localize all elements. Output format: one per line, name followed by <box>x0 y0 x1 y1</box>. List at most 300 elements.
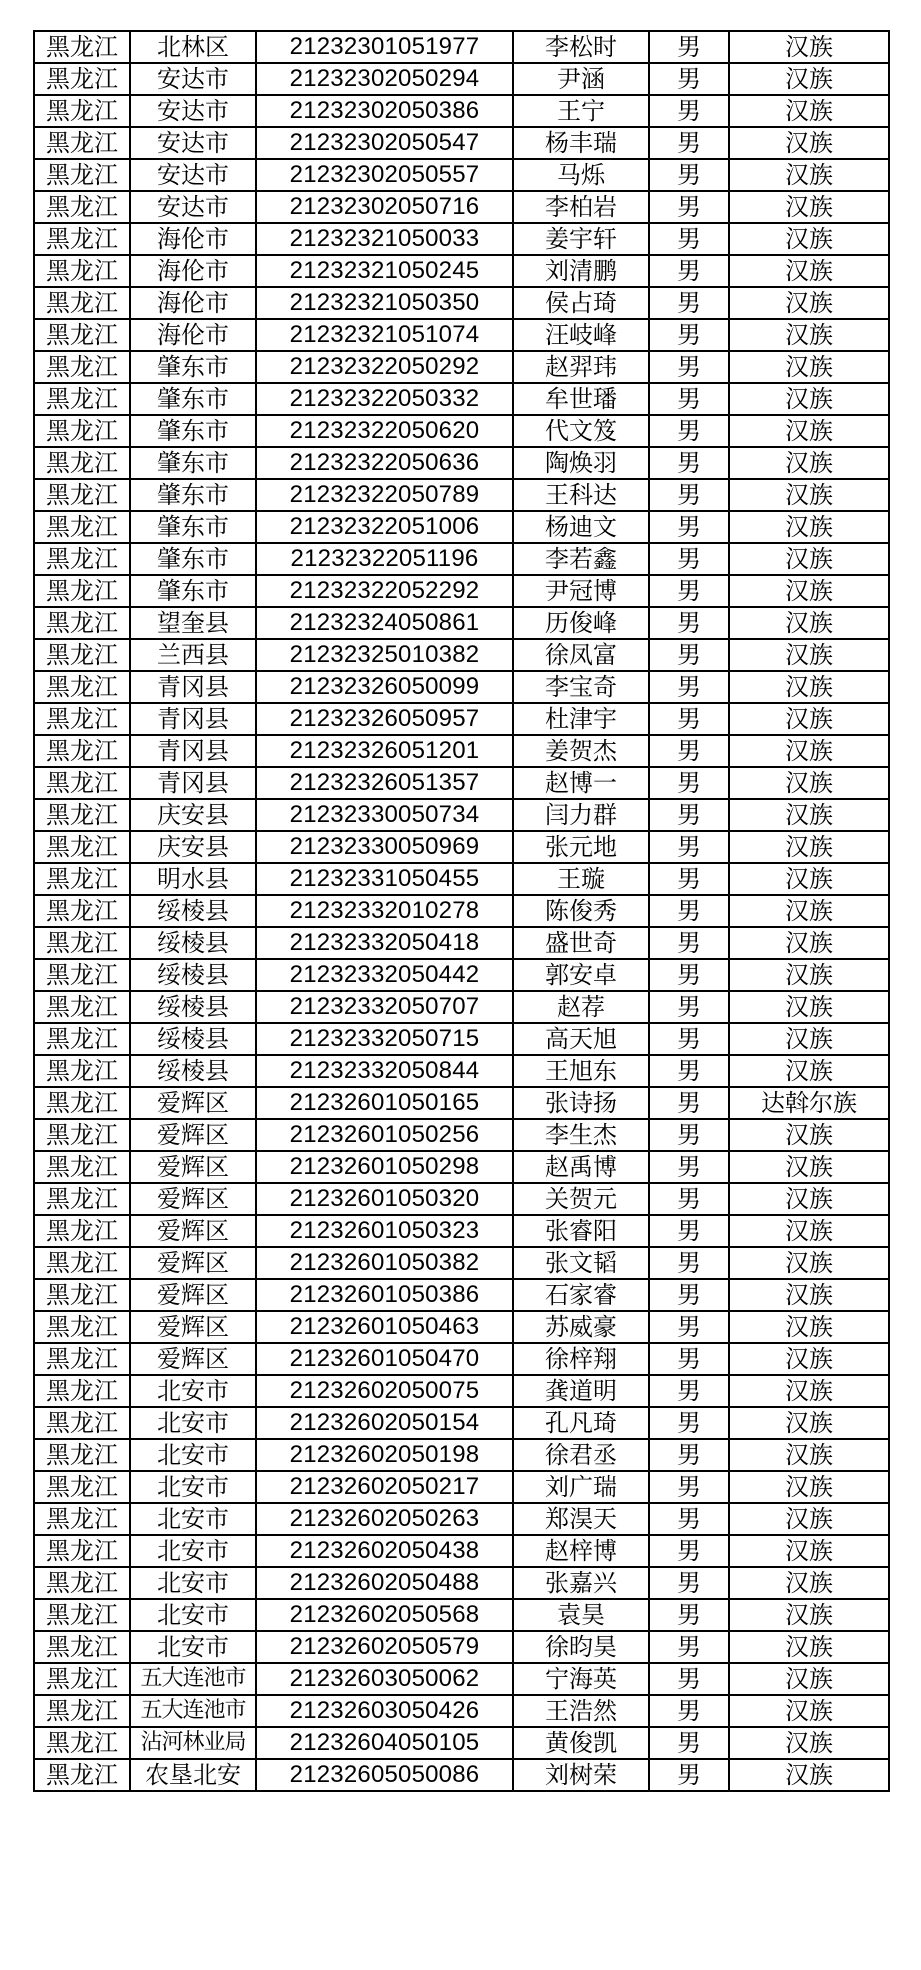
student-name-cell: 刘树荣 <box>513 1759 649 1791</box>
district-cell: 海伦市 <box>130 287 256 319</box>
student-name-cell: 高天旭 <box>513 1023 649 1055</box>
student-name-cell: 袁昊 <box>513 1599 649 1631</box>
student-name-cell: 张文韬 <box>513 1247 649 1279</box>
district-cell: 望奎县 <box>130 607 256 639</box>
ethnicity-cell: 汉族 <box>729 1439 889 1471</box>
table-row <box>34 1247 889 1279</box>
ethnicity-cell: 汉族 <box>729 1183 889 1215</box>
province-cell: 黑龙江 <box>34 927 130 959</box>
gender-cell: 男 <box>649 255 729 287</box>
table-row <box>34 127 889 159</box>
gender-cell: 男 <box>649 1279 729 1311</box>
ethnicity-cell: 汉族 <box>729 927 889 959</box>
district-cell: 海伦市 <box>130 319 256 351</box>
table-row <box>34 1535 889 1567</box>
student-name-cell: 宁海英 <box>513 1663 649 1695</box>
table-row <box>34 447 889 479</box>
province-cell: 黑龙江 <box>34 799 130 831</box>
table-row <box>34 351 889 383</box>
gender-cell: 男 <box>649 799 729 831</box>
province-cell: 黑龙江 <box>34 63 130 95</box>
table-row <box>34 31 889 63</box>
exam-id-cell: 21232322052292 <box>256 575 513 607</box>
province-cell: 黑龙江 <box>34 1503 130 1535</box>
table-row <box>34 159 889 191</box>
exam-id-cell: 21232601050320 <box>256 1183 513 1215</box>
student-name-cell: 赵禹博 <box>513 1151 649 1183</box>
province-cell: 黑龙江 <box>34 447 130 479</box>
student-name-cell: 侯占琦 <box>513 287 649 319</box>
gender-cell: 男 <box>649 63 729 95</box>
gender-cell: 男 <box>649 543 729 575</box>
table-row <box>34 1567 889 1599</box>
ethnicity-cell: 汉族 <box>729 383 889 415</box>
province-cell: 黑龙江 <box>34 1343 130 1375</box>
province-cell: 黑龙江 <box>34 767 130 799</box>
student-name-cell: 赵荐 <box>513 991 649 1023</box>
student-name-cell: 石家睿 <box>513 1279 649 1311</box>
gender-cell: 男 <box>649 95 729 127</box>
district-cell: 绥棱县 <box>130 927 256 959</box>
district-cell: 爱辉区 <box>130 1151 256 1183</box>
student-name-cell: 杨丰瑞 <box>513 127 649 159</box>
table-row <box>34 63 889 95</box>
ethnicity-cell: 汉族 <box>729 767 889 799</box>
district-cell: 爱辉区 <box>130 1183 256 1215</box>
gender-cell: 男 <box>649 159 729 191</box>
district-cell: 海伦市 <box>130 255 256 287</box>
district-cell: 青冈县 <box>130 735 256 767</box>
table-row <box>34 1055 889 1087</box>
province-cell: 黑龙江 <box>34 831 130 863</box>
gender-cell: 男 <box>649 415 729 447</box>
table-row <box>34 991 889 1023</box>
district-cell: 五大连池市 <box>130 1695 256 1727</box>
table-row <box>34 1087 889 1119</box>
exam-id-cell: 21232601050386 <box>256 1279 513 1311</box>
gender-cell: 男 <box>649 1247 729 1279</box>
student-name-cell: 李宝奇 <box>513 671 649 703</box>
exam-id-cell: 21232322050292 <box>256 351 513 383</box>
ethnicity-cell: 汉族 <box>729 1599 889 1631</box>
province-cell: 黑龙江 <box>34 191 130 223</box>
exam-id-cell: 21232324050861 <box>256 607 513 639</box>
table-row <box>34 799 889 831</box>
district-cell: 北安市 <box>130 1599 256 1631</box>
ethnicity-cell: 汉族 <box>729 575 889 607</box>
table-row <box>34 863 889 895</box>
province-cell: 黑龙江 <box>34 959 130 991</box>
ethnicity-cell: 汉族 <box>729 1279 889 1311</box>
gender-cell: 男 <box>649 447 729 479</box>
district-cell: 北安市 <box>130 1503 256 1535</box>
student-name-cell: 郭安卓 <box>513 959 649 991</box>
ethnicity-cell: 汉族 <box>729 31 889 63</box>
district-cell: 肇东市 <box>130 351 256 383</box>
ethnicity-cell: 汉族 <box>729 895 889 927</box>
exam-id-cell: 21232330050969 <box>256 831 513 863</box>
exam-id-cell: 21232330050734 <box>256 799 513 831</box>
ethnicity-cell: 汉族 <box>729 255 889 287</box>
exam-id-cell: 21232321051074 <box>256 319 513 351</box>
province-cell: 黑龙江 <box>34 1535 130 1567</box>
ethnicity-cell: 汉族 <box>729 1247 889 1279</box>
table-row <box>34 1375 889 1407</box>
district-cell: 庆安县 <box>130 831 256 863</box>
student-name-cell: 关贺元 <box>513 1183 649 1215</box>
ethnicity-cell: 汉族 <box>729 159 889 191</box>
province-cell: 黑龙江 <box>34 543 130 575</box>
ethnicity-cell: 汉族 <box>729 1471 889 1503</box>
table-row <box>34 287 889 319</box>
exam-id-cell: 21232602050075 <box>256 1375 513 1407</box>
student-name-cell: 牟世璠 <box>513 383 649 415</box>
ethnicity-cell: 汉族 <box>729 127 889 159</box>
student-name-cell: 徐昀昊 <box>513 1631 649 1663</box>
table-row <box>34 895 889 927</box>
student-name-cell: 龚道明 <box>513 1375 649 1407</box>
province-cell: 黑龙江 <box>34 1247 130 1279</box>
gender-cell: 男 <box>649 1119 729 1151</box>
province-cell: 黑龙江 <box>34 1279 130 1311</box>
student-name-cell: 徐凤富 <box>513 639 649 671</box>
ethnicity-cell: 汉族 <box>729 223 889 255</box>
district-cell: 绥棱县 <box>130 895 256 927</box>
ethnicity-cell: 汉族 <box>729 1631 889 1663</box>
district-cell: 北安市 <box>130 1439 256 1471</box>
gender-cell: 男 <box>649 1023 729 1055</box>
student-name-cell: 张元地 <box>513 831 649 863</box>
ethnicity-cell: 汉族 <box>729 639 889 671</box>
district-cell: 肇东市 <box>130 479 256 511</box>
gender-cell: 男 <box>649 1599 729 1631</box>
exam-id-cell: 21232332050844 <box>256 1055 513 1087</box>
district-cell: 安达市 <box>130 159 256 191</box>
student-name-cell: 姜贺杰 <box>513 735 649 767</box>
exam-id-cell: 21232331050455 <box>256 863 513 895</box>
table-row <box>34 1215 889 1247</box>
province-cell: 黑龙江 <box>34 255 130 287</box>
province-cell: 黑龙江 <box>34 1695 130 1727</box>
table-row <box>34 1503 889 1535</box>
gender-cell: 男 <box>649 895 729 927</box>
ethnicity-cell: 汉族 <box>729 1311 889 1343</box>
gender-cell: 男 <box>649 991 729 1023</box>
table-row <box>34 671 889 703</box>
district-cell: 沾河林业局 <box>130 1727 256 1759</box>
gender-cell: 男 <box>649 1727 729 1759</box>
province-cell: 黑龙江 <box>34 1471 130 1503</box>
gender-cell: 男 <box>649 575 729 607</box>
exam-id-cell: 21232603050062 <box>256 1663 513 1695</box>
province-cell: 黑龙江 <box>34 1375 130 1407</box>
province-cell: 黑龙江 <box>34 1055 130 1087</box>
exam-id-cell: 21232326051357 <box>256 767 513 799</box>
table-row <box>34 1407 889 1439</box>
province-cell: 黑龙江 <box>34 1215 130 1247</box>
student-name-cell: 苏威豪 <box>513 1311 649 1343</box>
district-cell: 海伦市 <box>130 223 256 255</box>
gender-cell: 男 <box>649 1183 729 1215</box>
district-cell: 绥棱县 <box>130 1055 256 1087</box>
province-cell: 黑龙江 <box>34 671 130 703</box>
district-cell: 北林区 <box>130 31 256 63</box>
table-row <box>34 319 889 351</box>
province-cell: 黑龙江 <box>34 511 130 543</box>
district-cell: 绥棱县 <box>130 1023 256 1055</box>
gender-cell: 男 <box>649 1215 729 1247</box>
district-cell: 北安市 <box>130 1567 256 1599</box>
table-row <box>34 415 889 447</box>
student-name-cell: 刘清鹏 <box>513 255 649 287</box>
ethnicity-cell: 汉族 <box>729 671 889 703</box>
student-name-cell: 汪岐峰 <box>513 319 649 351</box>
ethnicity-cell: 汉族 <box>729 1375 889 1407</box>
district-cell: 北安市 <box>130 1471 256 1503</box>
exam-id-cell: 21232322051196 <box>256 543 513 575</box>
gender-cell: 男 <box>649 351 729 383</box>
province-cell: 黑龙江 <box>34 351 130 383</box>
student-name-cell: 李柏岩 <box>513 191 649 223</box>
district-cell: 肇东市 <box>130 543 256 575</box>
table-row <box>34 1439 889 1471</box>
province-cell: 黑龙江 <box>34 1151 130 1183</box>
exam-id-cell: 21232601050256 <box>256 1119 513 1151</box>
table-row <box>34 575 889 607</box>
gender-cell: 男 <box>649 1343 729 1375</box>
district-cell: 明水县 <box>130 863 256 895</box>
district-cell: 绥棱县 <box>130 991 256 1023</box>
table-row <box>34 639 889 671</box>
district-cell: 青冈县 <box>130 703 256 735</box>
ethnicity-cell: 汉族 <box>729 479 889 511</box>
gender-cell: 男 <box>649 1407 729 1439</box>
table-row <box>34 607 889 639</box>
table-row <box>34 1183 889 1215</box>
district-cell: 安达市 <box>130 95 256 127</box>
table-row <box>34 1695 889 1727</box>
gender-cell: 男 <box>649 1663 729 1695</box>
district-cell: 庆安县 <box>130 799 256 831</box>
exam-id-cell: 21232604050105 <box>256 1727 513 1759</box>
ethnicity-cell: 汉族 <box>729 1759 889 1791</box>
gender-cell: 男 <box>649 927 729 959</box>
district-cell: 农垦北安 <box>130 1759 256 1791</box>
student-name-cell: 马烁 <box>513 159 649 191</box>
exam-id-cell: 21232321050033 <box>256 223 513 255</box>
ethnicity-cell: 汉族 <box>729 1503 889 1535</box>
exam-id-cell: 21232302050716 <box>256 191 513 223</box>
exam-id-cell: 21232602050579 <box>256 1631 513 1663</box>
gender-cell: 男 <box>649 511 729 543</box>
ethnicity-cell: 汉族 <box>729 607 889 639</box>
gender-cell: 男 <box>649 1439 729 1471</box>
student-name-cell: 王浩然 <box>513 1695 649 1727</box>
exam-id-cell: 21232302050386 <box>256 95 513 127</box>
province-cell: 黑龙江 <box>34 1727 130 1759</box>
district-cell: 北安市 <box>130 1631 256 1663</box>
exam-id-cell: 21232322050332 <box>256 383 513 415</box>
student-name-cell: 徐君丞 <box>513 1439 649 1471</box>
exam-id-cell: 21232326051201 <box>256 735 513 767</box>
exam-id-cell: 21232332050707 <box>256 991 513 1023</box>
province-cell: 黑龙江 <box>34 1599 130 1631</box>
province-cell: 黑龙江 <box>34 703 130 735</box>
ethnicity-cell: 汉族 <box>729 415 889 447</box>
gender-cell: 男 <box>649 1151 729 1183</box>
ethnicity-cell: 汉族 <box>729 543 889 575</box>
province-cell: 黑龙江 <box>34 1631 130 1663</box>
ethnicity-cell: 汉族 <box>729 511 889 543</box>
gender-cell: 男 <box>649 671 729 703</box>
ethnicity-cell: 汉族 <box>729 63 889 95</box>
province-cell: 黑龙江 <box>34 223 130 255</box>
ethnicity-cell: 汉族 <box>729 95 889 127</box>
table-row <box>34 1343 889 1375</box>
gender-cell: 男 <box>649 1087 729 1119</box>
table-row <box>34 383 889 415</box>
ethnicity-cell: 汉族 <box>729 1215 889 1247</box>
student-name-cell: 张嘉兴 <box>513 1567 649 1599</box>
district-cell: 北安市 <box>130 1535 256 1567</box>
table-row <box>34 1599 889 1631</box>
gender-cell: 男 <box>649 607 729 639</box>
province-cell: 黑龙江 <box>34 1023 130 1055</box>
ethnicity-cell: 汉族 <box>729 1343 889 1375</box>
gender-cell: 男 <box>649 863 729 895</box>
exam-id-cell: 21232602050154 <box>256 1407 513 1439</box>
exam-id-cell: 21232332050715 <box>256 1023 513 1055</box>
exam-id-cell: 21232603050426 <box>256 1695 513 1727</box>
table-row <box>34 831 889 863</box>
ethnicity-cell: 汉族 <box>729 991 889 1023</box>
student-name-cell: 王璇 <box>513 863 649 895</box>
ethnicity-cell: 汉族 <box>729 287 889 319</box>
province-cell: 黑龙江 <box>34 479 130 511</box>
exam-id-cell: 21232332050442 <box>256 959 513 991</box>
table-row <box>34 479 889 511</box>
province-cell: 黑龙江 <box>34 319 130 351</box>
district-cell: 青冈县 <box>130 671 256 703</box>
district-cell: 肇东市 <box>130 415 256 447</box>
gender-cell: 男 <box>649 1375 729 1407</box>
exam-id-cell: 21232322051006 <box>256 511 513 543</box>
district-cell: 兰西县 <box>130 639 256 671</box>
student-name-cell: 孔凡琦 <box>513 1407 649 1439</box>
exam-id-cell: 21232601050470 <box>256 1343 513 1375</box>
district-cell: 爱辉区 <box>130 1311 256 1343</box>
province-cell: 黑龙江 <box>34 31 130 63</box>
ethnicity-cell: 汉族 <box>729 831 889 863</box>
district-cell: 北安市 <box>130 1375 256 1407</box>
province-cell: 黑龙江 <box>34 383 130 415</box>
table-row <box>34 95 889 127</box>
exam-id-cell: 21232321050350 <box>256 287 513 319</box>
exam-id-cell: 21232602050568 <box>256 1599 513 1631</box>
student-name-cell: 代文笈 <box>513 415 649 447</box>
ethnicity-cell: 汉族 <box>729 1151 889 1183</box>
ethnicity-cell: 汉族 <box>729 735 889 767</box>
table-row <box>34 1311 889 1343</box>
table-row <box>34 1759 889 1791</box>
gender-cell: 男 <box>649 1535 729 1567</box>
province-cell: 黑龙江 <box>34 1087 130 1119</box>
gender-cell: 男 <box>649 479 729 511</box>
district-cell: 爱辉区 <box>130 1087 256 1119</box>
table-row <box>34 191 889 223</box>
province-cell: 黑龙江 <box>34 1663 130 1695</box>
exam-id-cell: 21232321050245 <box>256 255 513 287</box>
student-name-cell: 赵梓博 <box>513 1535 649 1567</box>
ethnicity-cell: 汉族 <box>729 959 889 991</box>
gender-cell: 男 <box>649 287 729 319</box>
gender-cell: 男 <box>649 31 729 63</box>
district-cell: 肇东市 <box>130 511 256 543</box>
ethnicity-cell: 汉族 <box>729 1727 889 1759</box>
student-name-cell: 陈俊秀 <box>513 895 649 927</box>
district-cell: 肇东市 <box>130 447 256 479</box>
province-cell: 黑龙江 <box>34 735 130 767</box>
table-row <box>34 511 889 543</box>
gender-cell: 男 <box>649 319 729 351</box>
student-name-cell: 尹涵 <box>513 63 649 95</box>
gender-cell: 男 <box>649 703 729 735</box>
gender-cell: 男 <box>649 1695 729 1727</box>
student-name-cell: 张诗扬 <box>513 1087 649 1119</box>
student-name-cell: 杜津宇 <box>513 703 649 735</box>
table-row <box>34 223 889 255</box>
student-roster-table <box>33 30 890 1792</box>
student-name-cell: 李松时 <box>513 31 649 63</box>
district-cell: 爱辉区 <box>130 1215 256 1247</box>
ethnicity-cell: 汉族 <box>729 1695 889 1727</box>
province-cell: 黑龙江 <box>34 159 130 191</box>
table-row <box>34 1663 889 1695</box>
student-name-cell: 杨迪文 <box>513 511 649 543</box>
ethnicity-cell: 汉族 <box>729 1663 889 1695</box>
table-row <box>34 927 889 959</box>
gender-cell: 男 <box>649 1055 729 1087</box>
exam-id-cell: 21232601050382 <box>256 1247 513 1279</box>
gender-cell: 男 <box>649 1471 729 1503</box>
student-name-cell: 黄俊凯 <box>513 1727 649 1759</box>
district-cell: 青冈县 <box>130 767 256 799</box>
table-row <box>34 1119 889 1151</box>
student-name-cell: 赵羿玮 <box>513 351 649 383</box>
table-row <box>34 1151 889 1183</box>
exam-id-cell: 21232322050636 <box>256 447 513 479</box>
exam-id-cell: 21232605050086 <box>256 1759 513 1791</box>
table-row <box>34 767 889 799</box>
gender-cell: 男 <box>649 735 729 767</box>
table-row <box>34 735 889 767</box>
exam-id-cell: 21232301051977 <box>256 31 513 63</box>
province-cell: 黑龙江 <box>34 639 130 671</box>
province-cell: 黑龙江 <box>34 287 130 319</box>
exam-id-cell: 21232601050165 <box>256 1087 513 1119</box>
exam-id-cell: 21232602050438 <box>256 1535 513 1567</box>
exam-id-cell: 21232302050557 <box>256 159 513 191</box>
table-row <box>34 1279 889 1311</box>
gender-cell: 男 <box>649 223 729 255</box>
student-name-cell: 尹冠博 <box>513 575 649 607</box>
district-cell: 安达市 <box>130 191 256 223</box>
gender-cell: 男 <box>649 767 729 799</box>
ethnicity-cell: 汉族 <box>729 1407 889 1439</box>
exam-id-cell: 21232602050217 <box>256 1471 513 1503</box>
student-name-cell: 历俊峰 <box>513 607 649 639</box>
table-row <box>34 255 889 287</box>
